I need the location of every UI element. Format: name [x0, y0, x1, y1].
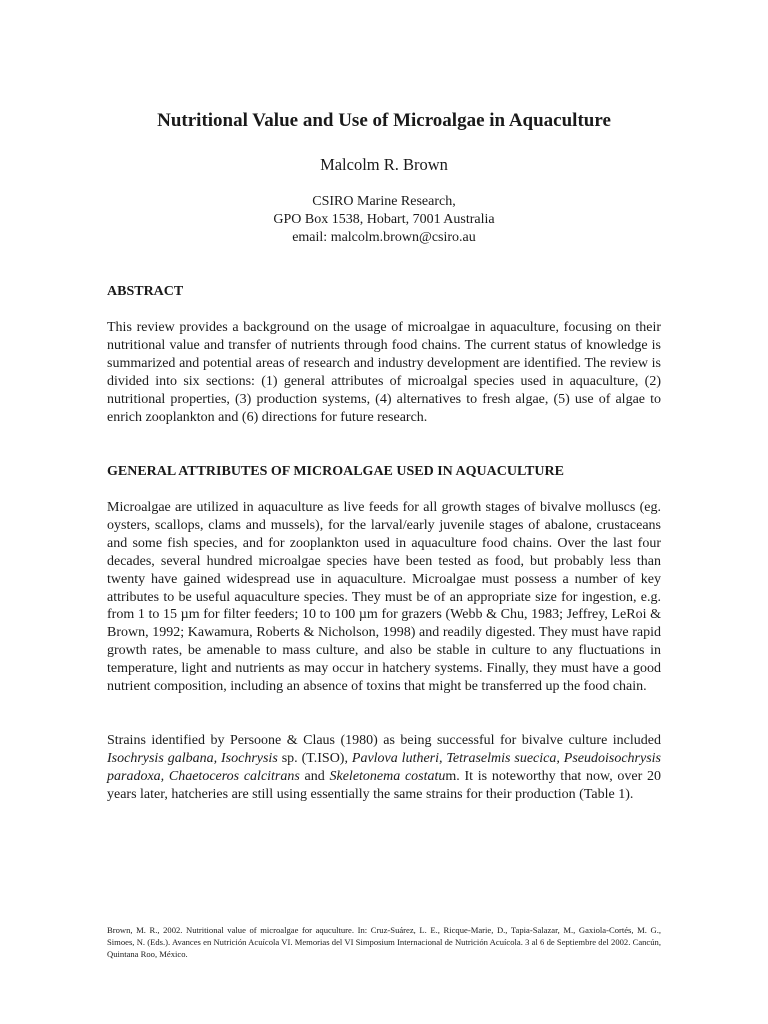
para2-text-1: Strains identified by Persoone & Claus (1980) as being successful for bivalve culture included — [107, 733, 661, 748]
abstract-heading: ABSTRACT — [107, 284, 184, 299]
para2-text-4: m. It is noteworthy that now, over 20 years later, hatcheries are still using essentially the same strains for their production (Table 1). — [107, 768, 662, 802]
para2-species-1: Isochrysis galbana, Isochrysis — [107, 750, 278, 766]
para2-text-3: and — [299, 768, 330, 784]
abstract-paragraph: This review provides a background on the usage of microalgae in aquaculture, focusing on their nutritional value and transfer of nutrients through food chains. The current status of knowledge is summarized and potential areas of research and industry development are identified. The review is divided into six sections: (1) general attributes of microalgal species used in aquaculture, (2) nutritional properties, (3) production systems, (4) alternatives to fresh algae, (5) use of algae to enrich zooplankton and (6) directions for future research. — [107, 320, 661, 425]
affiliation-line-1: CSIRO Marine Research, — [312, 194, 456, 209]
section1-paragraph-1: Microalgae are utilized in aquaculture as live feeds for all growth stages of bivalve molluscs (eg. oysters, scallops, clams and mussels), for the larval/early juvenile stages of abalone, crustaceans and some fish species, and for zooplankton used in aquaculture food chains. Over the last four decades, several hundred microalgae species have been tested as food, but probably less than twenty have gained widespread use in aquaculture. Microalgae must possess a number of key attributes to be useful aquaculture species. They must be of an appropriate size for ingestion, e.g. from 1 to 15 µm for filter feeders; 10 to 100 µm for grazers (Webb & Chu, 1983; Jeffrey, LeRoi & Brown, 1992; Kawamura, Roberts & Nicholson, 1998) and readily digested. They must have rapid growth rates, be amenable to mass culture, and also be stable in culture to any fluctuations in temperature, light and nutrients as may occur in hatchery systems. Finally, they must have a good nutrient composition, including an absence of toxins that might be transferred up the food chain. — [107, 500, 661, 695]
paper-title: Nutritional Value and Use of Microalgae in Aquaculture — [157, 110, 611, 131]
citation-footnote: Brown, M. R., 2002. Nutritional value of microalgae for aquculture. In: Cruz-Suárez, L. E., Ricque-Marie, D., Tapia-Salazar, M., Gaxiola-Cortés, M. G., Simoes, N. (Eds.). Avances en Nutrición Acuícola VI. Memorias del VI Simposium Internacional de Nutrición Acuícola. 3 al 6 de Septiembre del 2002. Cancún, Quintana Roo, México. — [107, 925, 661, 959]
para2-species-2: Pavlova lutheri, Tetraselmis suecica, Pseudoisochrysis paradoxa, Chaetoceros calcitrans — [107, 750, 662, 784]
affiliation-line-2: GPO Box 1538, Hobart, 7001 Australia — [273, 212, 495, 227]
section-heading-general-attributes: GENERAL ATTRIBUTES OF MICROALGAE USED IN AQUACULTURE — [107, 464, 564, 479]
para2-species-3: Skeletonema costatu — [329, 768, 446, 784]
affiliation-block — [0, 193, 768, 247]
section1-paragraph-2 — [107, 732, 661, 804]
affiliation-email: email: malcolm.brown@csiro.au — [292, 230, 476, 245]
para2-text-2: sp. (T.ISO), — [277, 750, 352, 766]
author-name: Malcolm R. Brown — [320, 155, 448, 174]
